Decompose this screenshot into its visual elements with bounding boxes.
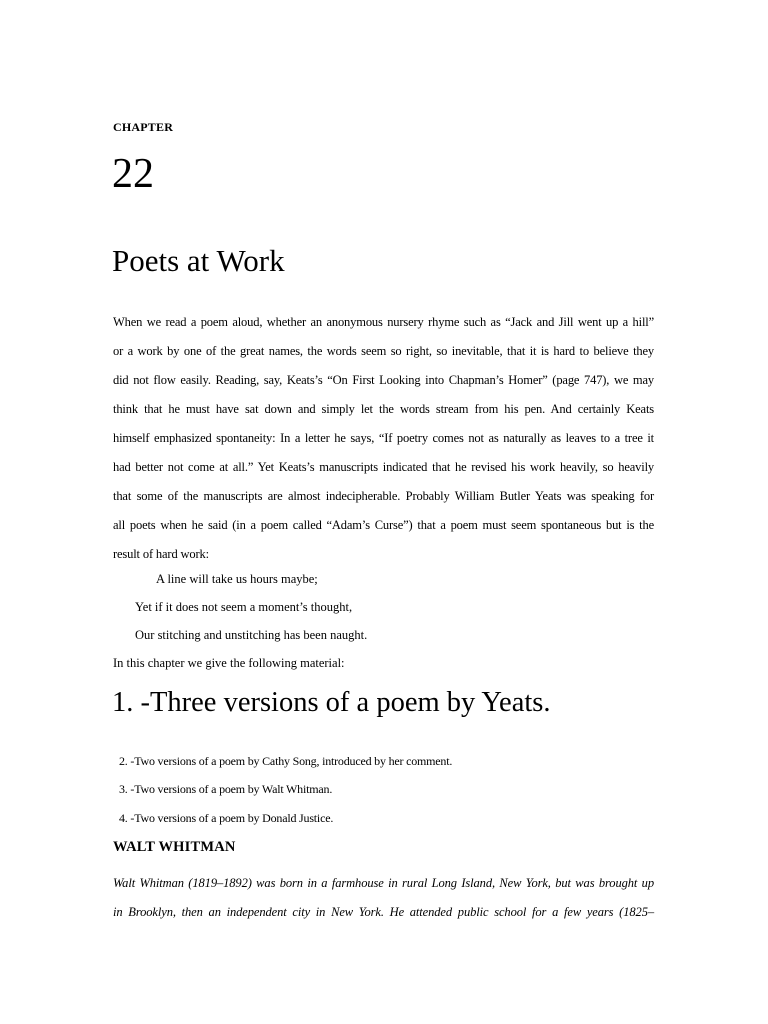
chapter-title: Poets at Work	[112, 243, 285, 278]
materials-intro: In this chapter we give the following material:	[113, 656, 345, 670]
bio-line: in Brooklyn, then an independent city in New York. He attended public school for a few years (1825–	[113, 905, 654, 919]
paragraph-line: did not flow easily. Reading, say, Keats’s “On First Looking into Chapman’s Homer” (page 747), we may	[113, 373, 654, 387]
chapter-label: CHAPTER	[113, 120, 174, 134]
verse-line: Our stitching and unstitching has been naught.	[135, 628, 368, 642]
materials-item-4: 4. -Two versions of a poem by Donald Justice.	[119, 811, 334, 825]
materials-item-1: 1. -Three versions of a poem by Yeats.	[112, 687, 551, 718]
materials-item-3: 3. -Two versions of a poem by Walt Whitman.	[119, 782, 333, 796]
paragraph-line: had better not come at all.” Yet Keats’s manuscripts indicated that he revised his work heavily, so heavily	[113, 460, 654, 474]
chapter-number: 22	[112, 151, 154, 197]
materials-item-2: 2. -Two versions of a poem by Cathy Song, introduced by her comment.	[119, 754, 453, 768]
paragraph-line: all poets when he said (in a poem called “Adam’s Curse”) that a poem must seem spontaneous but is the	[113, 518, 654, 532]
intro-paragraph	[113, 308, 654, 569]
paragraph-line: himself emphasized spontaneity: In a letter he says, “If poetry comes not as naturally as leaves to a tree it	[113, 431, 654, 445]
paragraph-line: that some of the manuscripts are almost indecipherable. Probably William Butler Yeats was speaking for	[113, 489, 654, 503]
bio-line: Walt Whitman (1819–1892) was born in a farmhouse in rural Long Island, New York, but was brought up	[113, 876, 654, 890]
paragraph-line: When we read a poem aloud, whether an anonymous nursery rhyme such as “Jack and Jill went up a hill”	[113, 315, 654, 329]
paragraph-line: result of hard work:	[113, 547, 209, 561]
verse-line: Yet if it does not seem a moment’s thought,	[135, 600, 353, 614]
verse-line: A line will take us hours maybe;	[156, 572, 318, 586]
bio-paragraph	[113, 869, 654, 927]
paragraph-line: think that he must have sat down and simply let the words stream from his pen. And certainly Keats	[113, 402, 654, 416]
section-heading: WALT WHITMAN	[113, 839, 236, 855]
paragraph-line: or a work by one of the great names, the words seem so right, so inevitable, that it is hard to believe they	[113, 344, 654, 358]
